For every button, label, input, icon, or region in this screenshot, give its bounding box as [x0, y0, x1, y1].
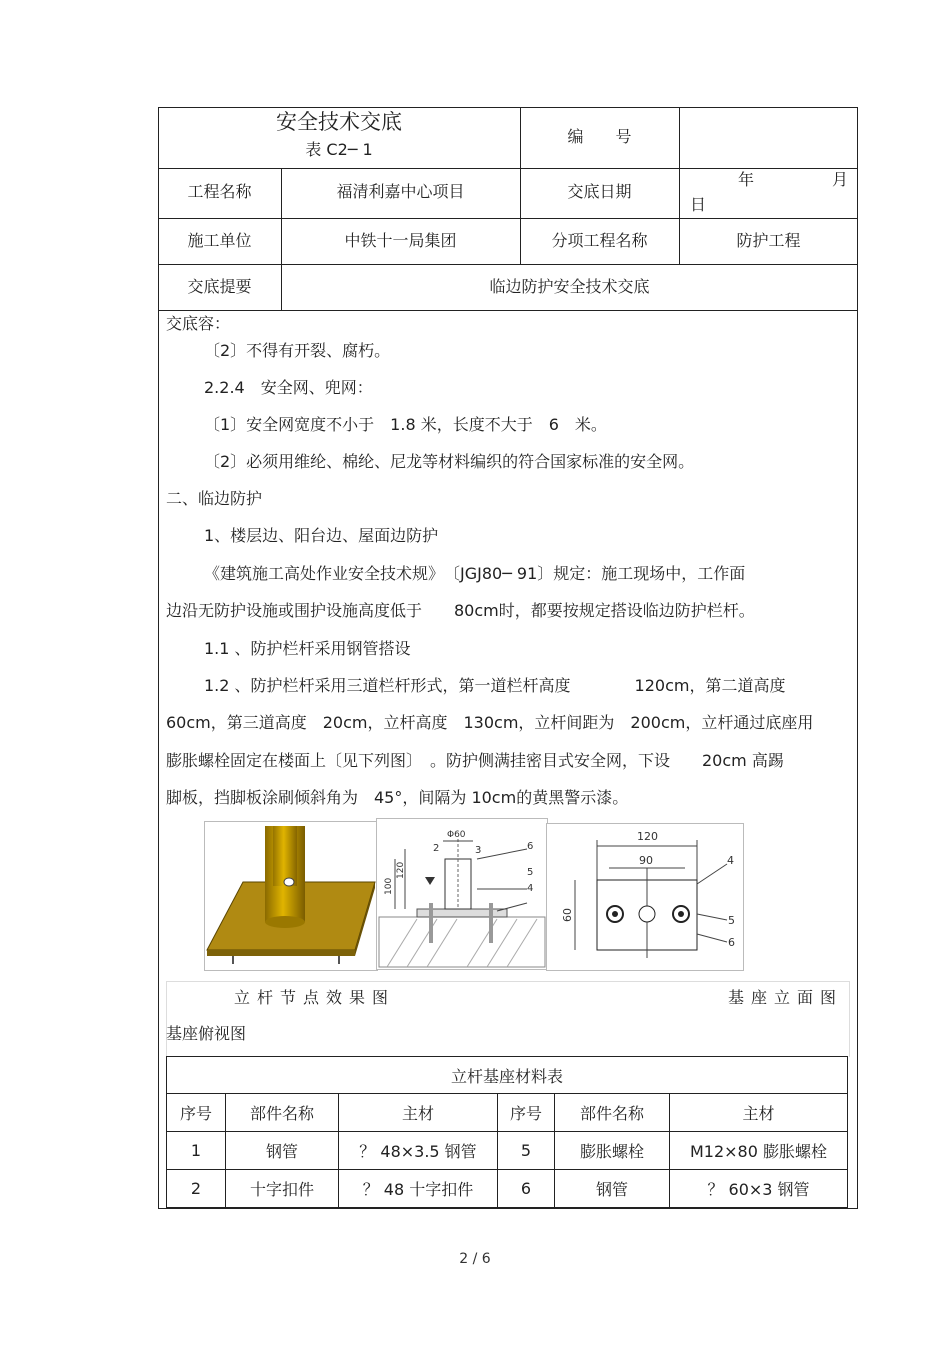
grid-line — [158, 218, 858, 219]
grid-line — [158, 168, 858, 169]
content-line: 膨胀螺栓固定在楼面上〔见下列图〕 。防护侧满挂密目式安全网，下设 20cm 高踢 — [166, 751, 784, 770]
doc-title: 安全技术交底 — [276, 110, 402, 134]
content-line: 2.2.4 安全网、兜网： — [204, 378, 373, 397]
project-value: 福清利嘉中心项目 — [336, 182, 465, 201]
table-cell: 钢管 — [226, 1132, 339, 1170]
base-plan-drawing — [547, 824, 743, 970]
content-line: 1.1 、防护栏杆采用钢管搭设 — [204, 639, 411, 658]
plan-label: 120 — [637, 830, 658, 843]
plan-label: 5 — [728, 914, 735, 927]
content-line: 60cm，第三道高度 20cm，立杆高度 130cm，立杆间距为 200cm，立杆通过底座用 — [166, 713, 814, 732]
date-year: 年 — [738, 170, 755, 189]
column-header: 主材 — [670, 1094, 848, 1132]
table-cell: 十字扣件 — [226, 1170, 339, 1208]
number-label: 编 号 — [567, 127, 632, 146]
table-header-row — [167, 1094, 848, 1132]
project-label: 工程名称 — [187, 182, 252, 201]
content-line: 1.2 、防护栏杆采用三道栏杆形式，第一道栏杆高度 120cm，第二道高度 — [204, 676, 786, 695]
elevation-label: 100 — [384, 877, 394, 895]
content-line: 〔2〕必须用维纶、棉纶、尼龙等材料编织的符合国家标准的安全网。 — [204, 452, 695, 471]
subproject-label: 分项工程名称 — [551, 231, 648, 250]
elevation-label: 3 — [475, 845, 482, 856]
plan-label: 4 — [727, 854, 734, 867]
elevation-label: 5 — [527, 867, 534, 878]
table-cell: 5 — [498, 1132, 555, 1170]
plan-label: 6 — [728, 936, 735, 949]
content-line: 〔2〕不得有开裂、腐朽。 — [204, 341, 391, 360]
elevation-label: 2 — [433, 843, 440, 854]
table-cell: 钢管 — [555, 1170, 670, 1208]
table-title-row — [167, 1057, 848, 1094]
date-label: 交底日期 — [567, 182, 632, 201]
caption-post-node: 立杆节点效果图 — [234, 988, 396, 1007]
table-cell: ？ 48 十字扣件 — [339, 1170, 498, 1208]
column-header: 序号 — [498, 1094, 555, 1132]
base-plan-figure — [546, 823, 744, 971]
table-cell: ？ 60×3 钢管 — [670, 1170, 848, 1208]
post-node-3d-drawing — [205, 822, 377, 970]
table-cell: 膨胀螺栓 — [555, 1132, 670, 1170]
table-cell: 2 — [167, 1170, 226, 1208]
grid-line — [158, 264, 858, 265]
summary-label: 交底提要 — [187, 277, 252, 296]
base-elevation-figure — [376, 818, 548, 970]
form-number: 表 C2─ 1 — [305, 140, 373, 159]
table-title: 立杆基座材料表 — [167, 1057, 848, 1094]
column-header: 部件名称 — [226, 1094, 339, 1132]
content-line: 〔1〕安全网宽度不小于 1.8 米，长度不大于 6 米。 — [204, 415, 607, 434]
date-month: 月 — [832, 170, 849, 189]
plan-label: 90 — [639, 854, 653, 867]
base-elevation-drawing — [377, 819, 547, 969]
plan-label: 60 — [561, 908, 574, 922]
elevation-label: Φ60 — [447, 830, 466, 840]
subproject-value: 防护工程 — [736, 231, 801, 250]
table-row — [167, 1132, 848, 1170]
table-row — [167, 1170, 848, 1208]
content-line: 二、临边防护 — [166, 489, 263, 508]
grid-line — [158, 310, 858, 311]
content-line: 1、楼层边、阳台边、屋面边防护 — [204, 526, 439, 545]
content-line: 脚板，挡脚板涂刷倾斜角为 45°，间隔为 10cm的黄黑警示漆。 — [166, 788, 629, 807]
post-node-3d-figure — [204, 821, 378, 971]
elevation-label: 6 — [527, 841, 534, 852]
caption-base-plan: 基座俯视图 — [166, 1024, 247, 1043]
content-heading: 交底容： — [166, 314, 231, 333]
elevation-label: 120 — [396, 861, 406, 879]
table-cell: ？ 48×3.5 钢管 — [339, 1132, 498, 1170]
date-day: 日 — [690, 195, 707, 214]
summary-value: 临边防护安全技术交底 — [489, 277, 650, 296]
unit-label: 施工单位 — [187, 231, 252, 250]
page-number: 2 / 6 — [459, 1251, 491, 1267]
content-line: 《建筑施工高处作业安全技术规》 〔JGJ80─ 91〕规定：施工现场中，工作面 — [204, 564, 746, 583]
material-table — [166, 1056, 848, 1208]
column-header: 主材 — [339, 1094, 498, 1132]
unit-value: 中铁十一局集团 — [344, 231, 457, 250]
content-line: 边沿无防护设施或围护设施高度低于 80cm时，都要按规定搭设临边防护栏杆。 — [166, 601, 755, 620]
column-header: 部件名称 — [555, 1094, 670, 1132]
table-cell: 1 — [167, 1132, 226, 1170]
table-cell: 6 — [498, 1170, 555, 1208]
caption-base-elevation: 基座立面图 — [728, 988, 844, 1007]
elevation-label: 4 — [527, 883, 534, 894]
table-cell: M12×80 膨胀螺栓 — [670, 1132, 848, 1170]
column-header: 序号 — [167, 1094, 226, 1132]
